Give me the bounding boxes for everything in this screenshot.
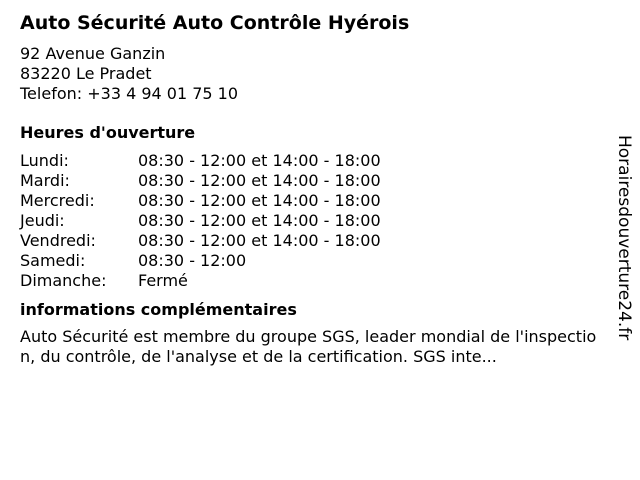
day-hours: 08:30 - 12:00 et 14:00 - 18:00: [138, 191, 381, 210]
day-label: Mardi:: [20, 171, 70, 190]
hours-row-monday: [20, 151, 600, 171]
additional-info-text: Auto Sécurité est membre du groupe SGS, leader mondial de l'inspection, du contrôle, de l'analyse et de la certification. SGS inte...: [20, 327, 597, 366]
address-block: [20, 44, 600, 104]
hours-row-tuesday: [20, 171, 600, 191]
day-label: Vendredi:: [20, 231, 96, 250]
day-label: Jeudi:: [20, 211, 65, 230]
street-address: 92 Avenue Ganzin: [20, 44, 166, 63]
phone-number: Telefon: +33 4 94 01 75 10: [20, 84, 239, 103]
day-hours: 08:30 - 12:00 et 14:00 - 18:00: [138, 151, 381, 170]
additional-info-heading: informations complémentaires: [20, 300, 297, 319]
day-label: Dimanche:: [20, 271, 107, 290]
hours-row-wednesday: [20, 191, 600, 211]
hours-row-thursday: [20, 211, 600, 231]
business-name: Auto Sécurité Auto Contrôle Hyérois: [20, 12, 410, 34]
day-label: Mercredi:: [20, 191, 95, 210]
day-label: Samedi:: [20, 251, 86, 270]
hours-row-friday: [20, 231, 600, 251]
postal-city: 83220 Le Pradet: [20, 64, 152, 83]
day-hours: Fermé: [138, 271, 188, 290]
day-hours: 08:30 - 12:00 et 14:00 - 18:00: [138, 171, 381, 190]
opening-hours-heading: Heures d'ouverture: [20, 123, 196, 142]
hours-row-sunday: [20, 271, 600, 291]
opening-hours-table: [20, 151, 600, 291]
day-hours: 08:30 - 12:00 et 14:00 - 18:00: [138, 231, 381, 250]
site-watermark: Horairesdouverture24.fr: [614, 135, 634, 341]
day-label: Lundi:: [20, 151, 69, 170]
hours-row-saturday: [20, 251, 600, 271]
business-card: [20, 10, 600, 367]
day-hours: 08:30 - 12:00 et 14:00 - 18:00: [138, 211, 381, 230]
day-hours: 08:30 - 12:00: [138, 251, 247, 270]
